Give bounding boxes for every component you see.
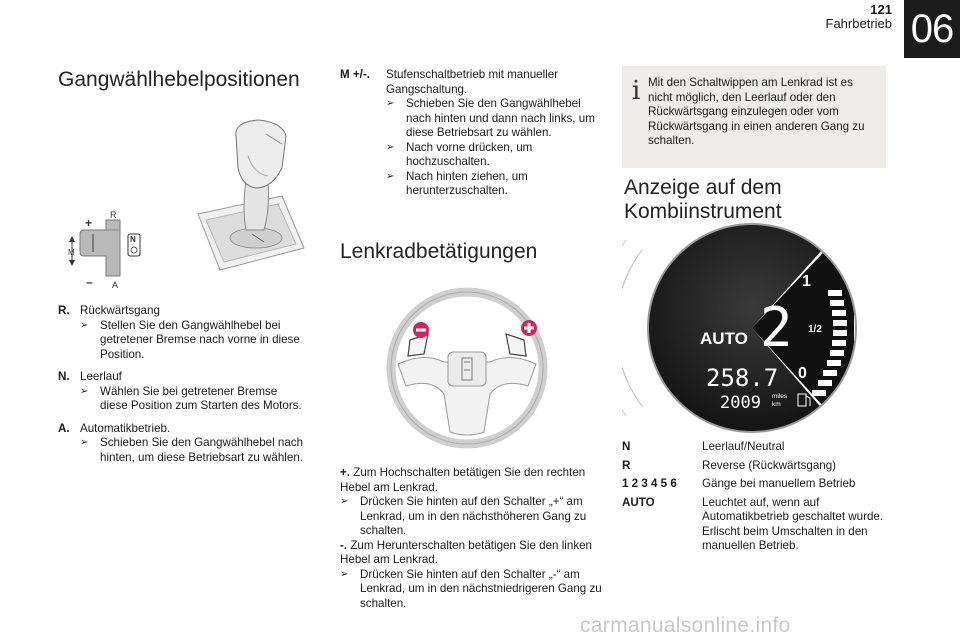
- arrow-bullet-icon: ➢: [80, 437, 89, 448]
- minus-text: Zum Herunterschalten betätigen Sie den linken Hebel am Lenkrad.: [340, 538, 593, 566]
- gate-label-r: R: [110, 210, 117, 220]
- legend-value-auto: Leuchtet auf, wenn auf Automatikbetrieb geschaltet wurde. Erlischt beim Umschalten in den manuellen Betrieb.: [702, 495, 884, 552]
- minus-key: -.: [340, 538, 348, 552]
- legend-key-r: R: [622, 458, 631, 472]
- legend-row-r: [622, 459, 886, 474]
- cluster-title-line2: Kombiinstrument: [624, 200, 782, 223]
- gauge-gear-indicator: 2: [760, 296, 793, 359]
- legend-key-n: N: [622, 440, 631, 453]
- chapter-title: Fahrbetrieb: [825, 16, 892, 31]
- manual-mode-bullet-3: Nach hinten ziehen, um herunterzuschalten.: [406, 169, 528, 197]
- steering-wheel-illustration: [384, 282, 550, 452]
- info-text: Mit den Schaltwippen am Lenkrad ist es nicht möglich, den Leerlauf oder den Rückwärtsgang einzulegen oder vom Rückwärtsgang in einen anderen Gang zu schalten.: [648, 76, 865, 147]
- manual-mode-block: [340, 68, 602, 199]
- manual-mode-bullet-2: Nach vorne drücken, um hochzuschalten.: [406, 140, 533, 168]
- legend-value-r: Reverse (Rückwärtsgang): [702, 458, 837, 472]
- arrow-bullet-icon: ➢: [80, 319, 89, 331]
- gear-item-a: [58, 422, 308, 466]
- arrow-bullet-icon: ➢: [80, 385, 89, 397]
- info-box: [622, 66, 886, 168]
- section-title-cluster-display: [624, 176, 782, 224]
- gauge-odometer-readout: 2009: [720, 393, 761, 413]
- manual-mode-bullet-1: Schieben Sie den Gangwählhebel nach hinten und dann nach links, um diese Betriebsart zu wählen.: [406, 97, 595, 139]
- page-number: 121: [870, 2, 892, 17]
- gate-label-a: A: [112, 280, 119, 290]
- arrow-bullet-icon: ➢: [340, 496, 349, 507]
- arrow-bullet-icon: ➢: [340, 568, 349, 580]
- legend-key-auto: AUTO: [622, 495, 655, 509]
- cluster-title-line1: Anzeige auf dem: [624, 176, 782, 199]
- gear-key-a: A.: [58, 421, 70, 435]
- gear-bullet-n: Wählen Sie bei getretener Bremse diese Position zum Starten des Motors.: [100, 384, 302, 412]
- section-title-gear-positions: Gangwählhebelpositionen: [58, 68, 300, 91]
- gauge-unit-km: km: [772, 401, 781, 408]
- gear-label-r: Rückwärtsgang: [80, 304, 160, 317]
- gear-key-n: N.: [58, 370, 70, 383]
- manual-mode-label: Stufenschaltbetrieb mit manueller Gangschaltung.: [386, 68, 559, 96]
- legend-row-gears: [622, 477, 886, 492]
- gear-label-a: Automatikbetrieb.: [80, 421, 171, 435]
- gear-item-n: [58, 370, 308, 414]
- gate-label-minus: –: [86, 275, 93, 289]
- plus-bullet: Drücken Sie hinten auf den Schalter „+“ am Lenkrad, um in den nächsthöheren Gang zu schalten.: [360, 495, 587, 537]
- watermark: carmanualsonline.info: [580, 614, 791, 637]
- gate-label-m: M: [68, 248, 75, 257]
- plus-key: +.: [340, 466, 350, 479]
- legend-key-gears: 1 2 3 4 5 6: [622, 477, 677, 490]
- plus-text: Zum Hochschalten betätigen Sie den rechten Hebel am Lenkrad.: [340, 466, 586, 494]
- gate-label-n: N: [130, 235, 136, 244]
- legend-row-auto: [622, 496, 886, 554]
- gauge-scale-empty: 0: [798, 365, 807, 382]
- instrument-cluster-display: [622, 220, 886, 436]
- legend-row-n: [622, 440, 886, 455]
- gear-item-r: [58, 304, 308, 362]
- gauge-unit-miles: miles: [772, 393, 788, 400]
- gate-label-plus: +: [85, 216, 93, 230]
- info-icon: i: [632, 76, 641, 106]
- gear-lever-illustration: [172, 114, 312, 290]
- gauge-scale-half: 1/2: [808, 324, 822, 335]
- gear-gate-diagram: [62, 206, 152, 290]
- arrow-bullet-icon: ➢: [386, 141, 395, 153]
- gear-bullet-a: Schieben Sie den Gangwählhebel nach hinten, um diese Betriebsart zu wählen.: [100, 436, 304, 464]
- gauge-mode-label: AUTO: [700, 329, 748, 348]
- manual-mode-key: M +/-.: [340, 68, 370, 81]
- gear-bullet-r: Stellen Sie den Gangwählhebel bei getretener Bremse nach vorne in diese Position.: [100, 318, 300, 361]
- gauge-trip-readout: 258.7: [706, 364, 779, 392]
- chapter-tab: 06: [904, 0, 960, 58]
- gear-position-list: [58, 304, 308, 473]
- minus-bullet: Drücken Sie hinten auf den Schalter „-“ am Lenkrad, um in den nächstniedrigeren Gang zu schalten.: [360, 567, 602, 610]
- paddle-instructions: [340, 466, 602, 611]
- gear-key-r: R.: [58, 304, 70, 317]
- gear-label-n: Leerlauf: [80, 370, 122, 383]
- gauge-scale-full: 1: [802, 273, 811, 290]
- arrow-bullet-icon: ➢: [386, 98, 395, 109]
- legend-value-n: Leerlauf/Neutral: [702, 440, 785, 453]
- arrow-bullet-icon: ➢: [386, 170, 395, 182]
- section-title-steering-controls: Lenkradbetätigungen: [340, 240, 538, 263]
- cluster-legend: [622, 440, 886, 558]
- legend-value-gears: Gänge bei manuellem Betrieb: [702, 477, 856, 490]
